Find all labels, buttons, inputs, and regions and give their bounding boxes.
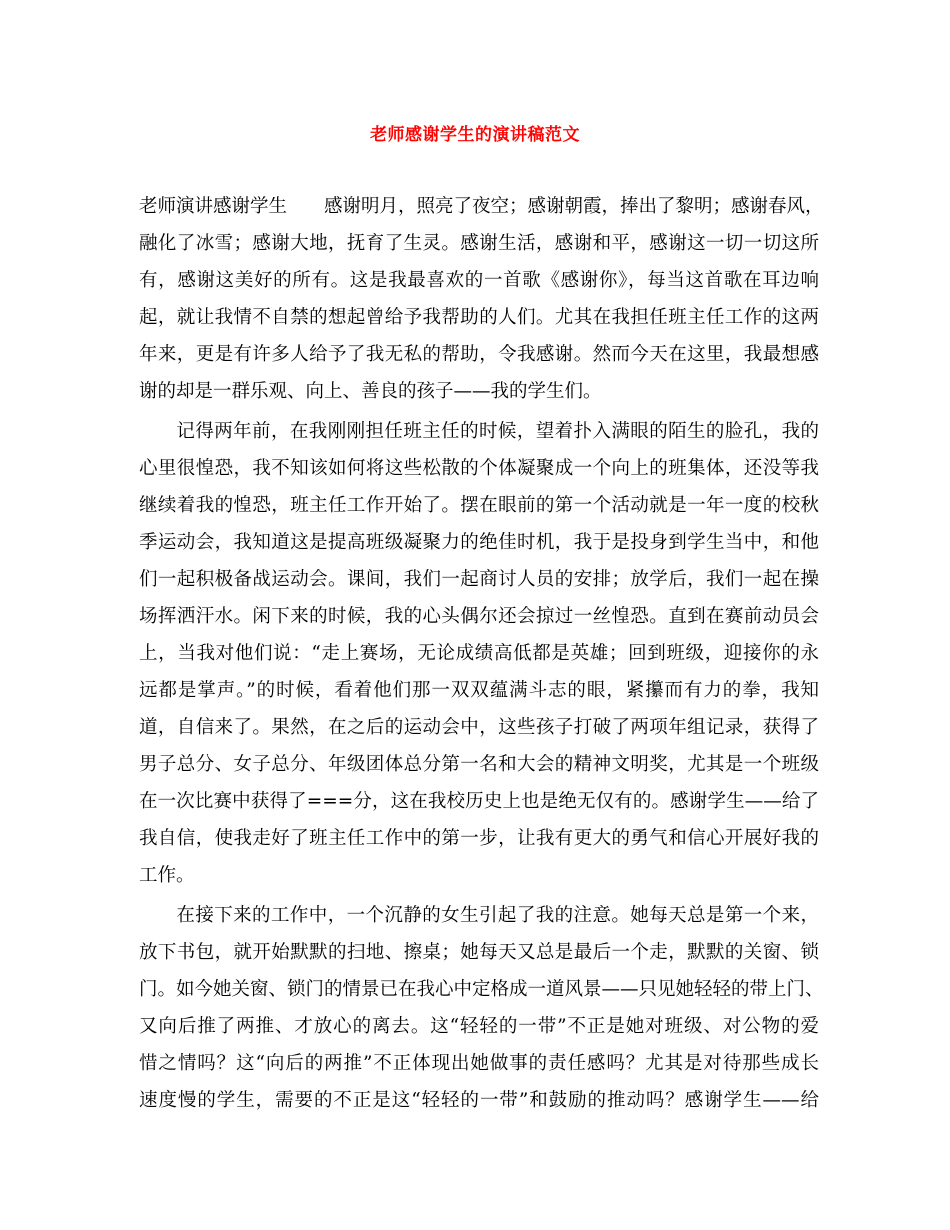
text-line: 年来，更是有许多人给予了我无私的帮助，令我感谢。然而今天在这里，我最想感 (139, 344, 819, 365)
text-line: 季运动会，我知道这是提高班级凝聚力的绝佳时机，我于是投身到学生当中，和他 (139, 532, 819, 553)
text-line: 在一次比赛中获得了===分，这在我校历史上也是绝无仅有的。感谢学生——给了 (139, 791, 819, 812)
text-line: 心里很惶恐，我不知该如何将这些松散的个体凝聚成一个向上的班集体，还没等我 (139, 458, 819, 479)
text-line: 我自信，使我走好了班主任工作中的第一步，让我有更大的勇气和信心开展好我的 (139, 828, 819, 849)
text-line: 门。如今她关窗、锁门的情景已在我心中定格成一道风景——只见她轻轻的带上门、 (139, 979, 824, 1000)
paragraph-3-line-1 (139, 897, 819, 934)
text-line: 放下书包，就开始默默的扫地、擦桌；她每天又总是最后一个走，默默的关窗、锁 (139, 942, 819, 963)
paragraph-2-line-1 (139, 413, 819, 450)
text-line: 起，就让我情不自禁的想起曾给予我帮助的人们。尤其在我担任班主任工作的这两 (139, 307, 819, 328)
paragraph-lead: 老师演讲感谢学生 (139, 196, 288, 217)
text-line: 继续着我的惶恐，班主任工作开始了。摆在眼前的第一个活动就是一年一度的校秋 (139, 495, 819, 516)
text-line: 们一起积极备战运动会。课间，我们一起商讨人员的安排；放学后，我们一起在操 (139, 569, 819, 590)
text-line: 工作。 (139, 865, 195, 886)
text-line: 场挥洒汗水。闲下来的时候，我的心头偶尔还会掠过一丝惶恐。直到在赛前动员会 (139, 606, 819, 627)
text-line: 道，自信来了。果然，在之后的运动会中，这些孩子打破了两项年组记录，获得了 (139, 717, 819, 738)
text-line: 远都是掌声。”的时候，看着他们那一双双蕴满斗志的眼，紧攥而有力的拳，我知 (139, 680, 819, 701)
text-line: 融化了冰雪；感谢大地，抚育了生灵。感谢生活，感谢和平，感谢这一切一切这所 (139, 233, 819, 254)
text-line: 惜之情吗？这“向后的两推”不正体现出她做事的责任感吗？尤其是对待那些成长 (139, 1053, 819, 1074)
text-line: 在接下来的工作中，一个沉静的女生引起了我的注意。她每天总是第一个来， (176, 905, 819, 926)
document-title: 老师感谢学生的演讲稿范文 (370, 125, 580, 145)
paragraph-2 (139, 413, 819, 894)
text-line: 速度慢的学生，需要的不正是这“轻轻的一带”和鼓励的推动吗？感谢学生——给 (139, 1090, 819, 1111)
text-line: 有，感谢这美好的所有。这是我最喜欢的一首歌《感谢你》，每当这首歌在耳边响 (139, 270, 819, 291)
text-line: 记得两年前，在我刚刚担任班主任的时候，望着扑入满眼的陌生的脸孔，我的 (176, 421, 819, 442)
paragraph-1 (139, 188, 824, 410)
text-line: 谢的却是一群乐观、向上、善良的孩子——我的学生们。 (139, 381, 602, 402)
paragraph-1-line-1 (139, 188, 824, 225)
text-line: 又向后推了两推、才放心的离去。这“轻轻的一带”不正是她对班级、对公物的爱 (139, 1016, 819, 1037)
text-line: 上，当我对他们说：“走上赛场，无论成绩高低都是英雄；回到班级，迎接你的永 (139, 643, 819, 664)
document-body (139, 188, 824, 1119)
text-line: 男子总分、女子总分、年级团体总分第一名和大会的精神文明奖，尤其是一个班级 (139, 754, 819, 775)
text-line: 感谢明月，照亮了夜空；感谢朝霞，捧出了黎明；感谢春风， (324, 196, 824, 217)
paragraph-3 (139, 897, 824, 1119)
